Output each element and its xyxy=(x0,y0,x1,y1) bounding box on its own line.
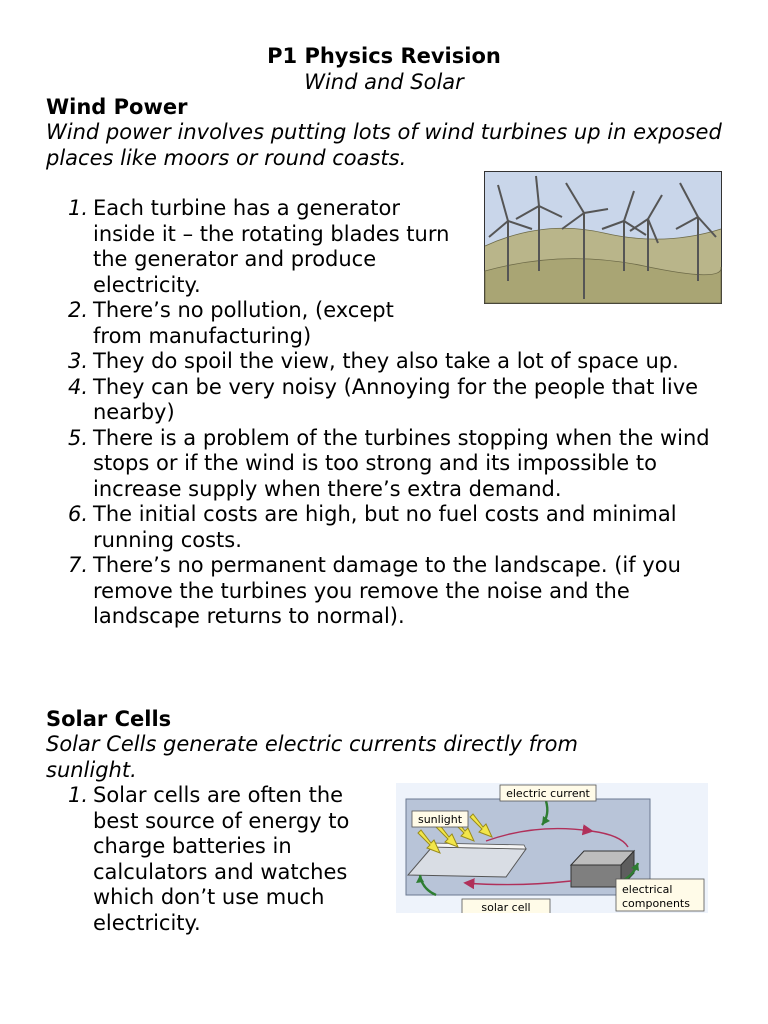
list-item-number: 4. xyxy=(68,374,89,399)
list-item-text: Solar cells are often the best source of energy to charge batteries in calculators and watches which don’t use much electricity. xyxy=(93,783,350,935)
list-item-text: They can be very noisy (Annoying for the people that live nearby) xyxy=(93,374,699,424)
label-solar-cell: solar cell xyxy=(481,901,531,913)
wind-power-intro: Wind power involves putting lots of wind turbines up in exposed places like moors or round coasts. xyxy=(46,120,722,170)
label-electric-current: electric current xyxy=(506,787,590,800)
list-item-text: The initial costs are high, but no fuel costs and minimal running costs. xyxy=(93,502,677,552)
list-item xyxy=(0,553,733,630)
label-components: components xyxy=(622,897,690,910)
list-item xyxy=(0,298,433,349)
solar-cells-heading: Solar Cells xyxy=(46,707,172,731)
list-item-number: 5. xyxy=(68,425,89,450)
list-item-number: 2. xyxy=(68,298,89,322)
wind-power-heading: Wind Power xyxy=(46,95,188,119)
list-item-text: There is a problem of the turbines stopping when the wind stops or if the wind is too strong and its impossible to increase supply when there’s extra demand. xyxy=(93,425,710,501)
list-item-number: 7. xyxy=(68,553,89,577)
list-item-text: Each turbine has a generator inside it – the rotating blades turn the generator and produce electricity. xyxy=(93,196,450,297)
list-item-number: 3. xyxy=(68,349,89,373)
list-item xyxy=(0,375,733,426)
list-item-text: There’s no pollution, (except from manufacturing) xyxy=(93,298,394,348)
list-item xyxy=(0,196,460,298)
label-sunlight: sunlight xyxy=(417,813,463,826)
label-electrical: electrical xyxy=(622,883,673,896)
list-item-text: They do spoil the view, they also take a lot of space up. xyxy=(93,349,679,373)
list-item-number: 6. xyxy=(68,502,89,526)
list-item xyxy=(0,783,383,936)
solar-cells-intro: Solar Cells generate electric currents directly from sunlight. xyxy=(46,732,578,782)
document-subtitle: Wind and Solar xyxy=(304,70,464,94)
list-item-number: 1. xyxy=(68,196,89,220)
list-item-text: There’s no permanent damage to the landscape. (if you remove the turbines you remove the noise and the landscape returns to normal). xyxy=(93,553,681,628)
document-title: P1 Physics Revision xyxy=(267,44,501,68)
list-item xyxy=(0,426,733,503)
solar-cell-diagram xyxy=(396,783,708,913)
solar-cells-list xyxy=(0,783,383,936)
wind-power-list xyxy=(0,196,733,630)
list-item xyxy=(0,502,733,553)
list-item-number: 1. xyxy=(68,783,89,807)
list-item xyxy=(0,349,733,375)
